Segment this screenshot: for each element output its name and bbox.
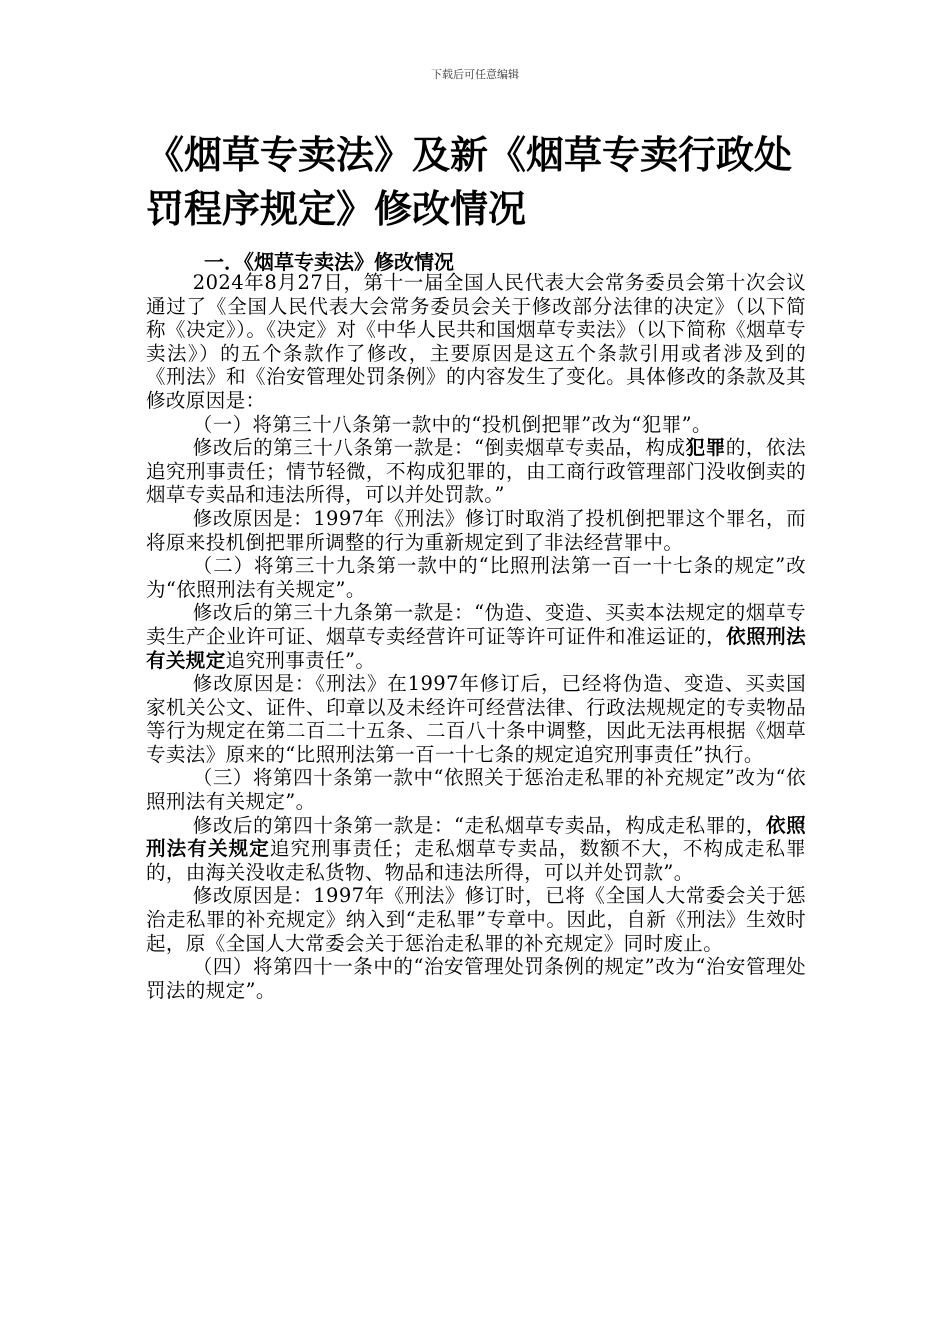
item-3-heading: （三）将第四十条第一款中“依照关于惩治走私罪的补充规定”改为“依照刑法有关规定”。 [146, 766, 806, 814]
item-1-amended-text [146, 436, 806, 507]
item-3-text-after: 追究刑事责任；走私烟草专卖品，数额不大，不构成走私罪的，由海关没收走私货物、物品和违法所得，可以并处罚款”。 [146, 837, 806, 884]
item-1-heading: （一）将第三十八条第一款中的“投机倒把罪”改为“犯罪”。 [192, 412, 712, 436]
item-3-bold-term: 依照刑法有关规定 [146, 813, 806, 861]
item-1-reason: 修改原因是：1997年《刑法》修订时取消了投机倒把罪这个罪名，而将原来投机倒把罪所调整的行为重新规定到了非法经营罪中。 [146, 506, 806, 554]
item-3-text-before: 修改后的第四十条第一款是：“走私烟草专卖品，构成走私罪的， [192, 813, 766, 837]
document-title: 《烟草专卖法》及新《烟草专卖行政处罚程序规定》修改情况 [146, 133, 793, 231]
item-2-text-before: 修改后的第三十九条第一款是：“伪造、变造、买卖本法规定的烟草专卖生产企业许可证、烟草专卖经营许可证等许可证件和准运证的， [146, 601, 806, 648]
section-heading: 一．《烟草专卖法》修改情况 [204, 250, 454, 274]
item-2-amended-text [146, 601, 806, 672]
item-1-text-after: 的，依法追究刑事责任；情节轻微，不构成犯罪的，由工商行政管理部门没收倒卖的烟草专卖品和违法所得，可以并处罚款。” [146, 436, 806, 507]
item-4-heading: （四）将第四十一条中的“治安管理处罚条例的规定”改为“治安管理处罚法的规定”。 [146, 955, 806, 1002]
item-1-bold-term: 犯罪 [685, 436, 726, 460]
item-2-bold-term: 依照刑法有关规定 [146, 624, 806, 672]
header-note: 下载后可任意编辑 [431, 68, 519, 81]
item-2-text-after: 追究刑事责任”。 [225, 648, 376, 672]
item-3-amended-text [146, 814, 806, 885]
item-1-text-before: 修改后的第三十八条第一款是：“倒卖烟草专卖品，构成 [192, 436, 686, 460]
item-2-reason: 修改原因是：《刑法》在1997年修订后，已经将伪造、变造、买卖国家机关公文、证件、印章以及未经许可经营法律、行政法规规定的专卖物品等行为规定在第二百二十五条、二百八十条中调整，因此无法再根据《烟草专卖法》原来的“比照刑法第一百一十七条的规定追究刑事责任”执行。 [146, 672, 806, 766]
document-body [146, 271, 806, 1002]
item-3-reason: 修改原因是：1997年《刑法》修订时，已将《全国人大常委会关于惩治走私罪的补充规定》纳入到“走私罪”专章中。因此，自新《刑法》生效时起，原《全国人大常委会关于惩治走私罪的补充规定》同时废止。 [146, 884, 806, 955]
item-2-heading: （二）将第三十九条第一款中的“比照刑法第一百一十七条的规定”改为“依照刑法有关规定”。 [146, 554, 806, 601]
intro-paragraph: 2024年8月27日，第十一届全国人民代表大会常务委员会第十次会议通过了《全国人民代表大会常务委员会关于修改部分法律的决定》（以下简称《决定》）。《决定》对《中华人民共和国烟草专卖法》（以下简称《烟草专卖法》）的五个条款作了修改，主要原因是这五个条款引用或者涉及到的《刑法》和《治安管理处罚条例》的内容发生了变化。具体修改的条款及其修改原因是： [146, 271, 806, 412]
